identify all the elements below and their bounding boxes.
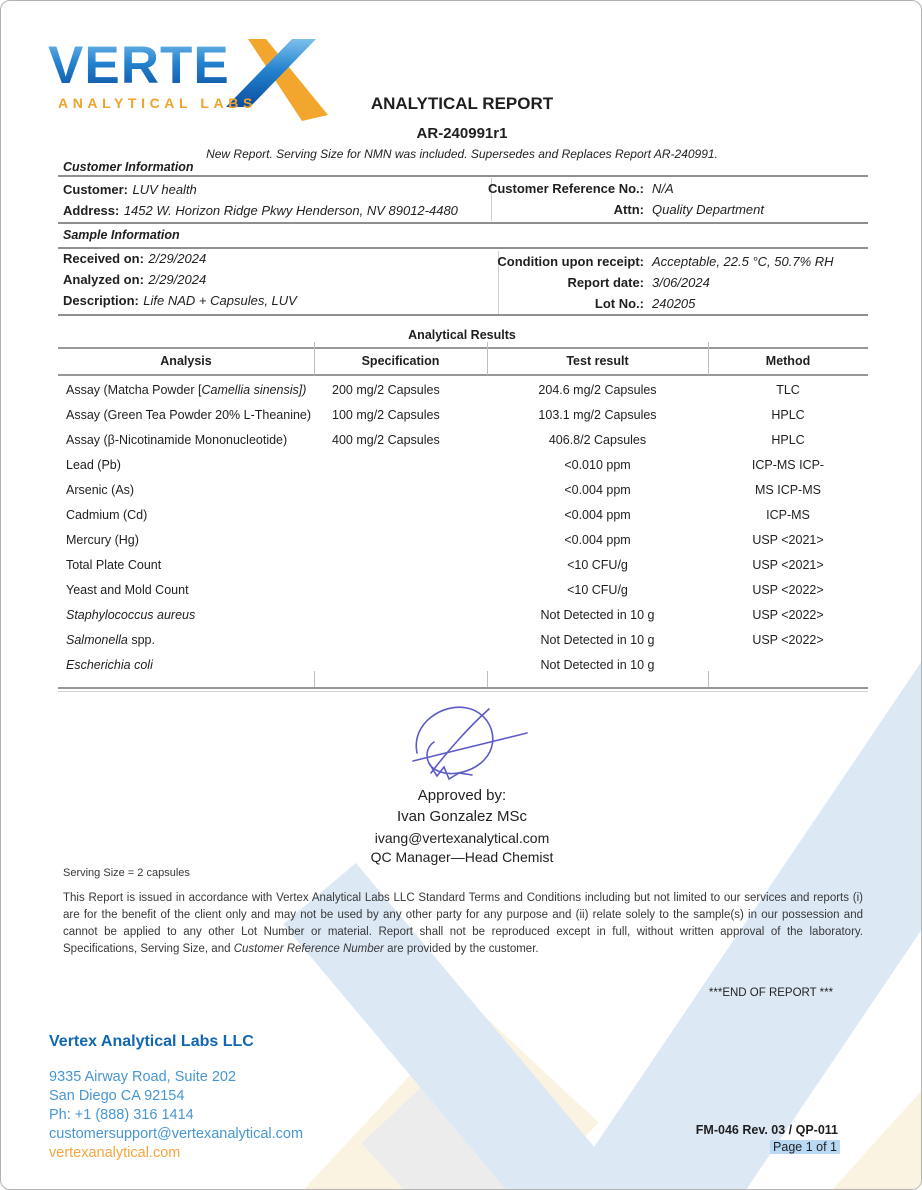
cell-analysis: Cadmium (Cd) [66, 507, 148, 522]
footer-email: customersupport@vertexanalytical.com [49, 1126, 304, 1142]
legal-text-prefix: This Report is issued in accordance with Vertex Analytical Labs LLC Standard Terms and Conditions including but not limited to our services and reports (i) are for the benefit of the client only and may not be used by any other party for any purpose and (ii) relate solely to the sample(s) in our possession and cannot be applied to any other Lot Number or material. Report shall not be reproduced except in full, without written approval of the laboratory. Specifications, Serving Size, and [63, 892, 863, 955]
cell-analysis: Salmonella spp. [66, 632, 155, 647]
legal-text-suffix: are provided by the customer. [383, 943, 539, 955]
cell-test-result: Not Detected in 10 g [540, 632, 655, 647]
page-title: ANALYTICAL REPORT [370, 94, 554, 113]
cell-test-result: <10 CFU/g [567, 582, 628, 597]
cell-analysis: Escherichia coli [66, 657, 153, 672]
column-header-test-result: Test result [566, 354, 629, 368]
cell-method: USP <2022> [752, 607, 824, 622]
logo-subtitle: ANALYTICAL LABS [58, 95, 257, 111]
customer-ref-value: N/A [652, 181, 674, 196]
cell-method: HPLC [771, 407, 805, 422]
table-row [58, 527, 868, 552]
address-row [63, 202, 458, 220]
table-row [58, 602, 868, 627]
received-row [63, 250, 206, 268]
divider [58, 314, 868, 316]
serving-size-note: Serving Size = 2 capsules [63, 867, 190, 879]
cell-test-result: 103.1 mg/2 Capsules [538, 407, 657, 422]
lot-label: Lot No.: [594, 296, 644, 311]
attn-label: Attn: [613, 202, 644, 217]
footer-address2: San Diego CA 92154 [49, 1088, 185, 1104]
received-label: Received on: [63, 251, 144, 266]
cell-test-result: 204.6 mg/2 Capsules [538, 382, 657, 397]
table-row [58, 377, 868, 402]
cell-test-result: Not Detected in 10 g [540, 657, 655, 672]
divider [58, 691, 868, 692]
address-value: 1452 W. Horizon Ridge Pkwy Henderson, NV 89012-4480 [123, 203, 458, 218]
results-table-header [58, 348, 868, 374]
table-row [58, 552, 868, 577]
cell-method: USP <2021> [752, 557, 824, 572]
page-number-badge: Page 1 of 1 [770, 1140, 840, 1154]
table-row [58, 652, 868, 677]
cell-analysis: Lead (Pb) [66, 457, 121, 472]
cell-analysis: Assay (Green Tea Powder 20% L-Theanine) [66, 407, 312, 422]
table-row [58, 577, 868, 602]
footer-address1: 9335 Airway Road, Suite 202 [49, 1069, 237, 1085]
cell-method: USP <2021> [752, 532, 824, 547]
cell-test-result: <10 CFU/g [567, 557, 628, 572]
logo-wordmark: VERTE [48, 36, 230, 95]
cell-test-result: <0.010 ppm [564, 457, 631, 472]
signature-scribble [399, 699, 534, 791]
customer-value: LUV health [132, 182, 197, 197]
approver-name: Ivan Gonzalez MSc [396, 808, 528, 825]
address-label: Address: [63, 203, 120, 218]
footer-website: vertexanalytical.com [49, 1145, 181, 1161]
received-value: 2/29/2024 [148, 251, 207, 266]
approver-email: ivang@vertexanalytical.com [374, 830, 550, 846]
cell-test-result: Not Detected in 10 g [540, 607, 655, 622]
sample-info-heading: Sample Information [63, 228, 180, 242]
report-date-value: 3/06/2024 [652, 275, 710, 290]
table-row [58, 402, 868, 427]
table-row [58, 427, 868, 452]
divider [58, 247, 868, 249]
attn-value: Quality Department [652, 202, 764, 217]
analyzed-value: 2/29/2024 [148, 272, 207, 287]
analyzed-label: Analyzed on: [63, 272, 144, 287]
lot-value: 240205 [652, 296, 696, 311]
cell-test-result: 406.8/2 Capsules [548, 432, 647, 447]
description-label: Description: [63, 293, 139, 308]
cell-method: HPLC [771, 432, 805, 447]
divider [58, 175, 868, 177]
cell-specification: 400 mg/2 Capsules [332, 432, 440, 447]
results-rows [58, 377, 868, 677]
customer-ref-label: Customer Reference No.: [487, 181, 644, 196]
divider [58, 222, 868, 224]
report-number: AR-240991r1 [416, 125, 508, 142]
legal-paragraph [63, 890, 863, 958]
revision-note: New Report. Serving Size for NMN was included. Supersedes and Replaces Report AR-240991. [206, 147, 718, 161]
condition-value: Acceptable, 22.5 °C, 50.7% RH [652, 254, 834, 269]
cell-specification: 200 mg/2 Capsules [332, 382, 440, 397]
cell-method: TLC [776, 382, 800, 397]
cell-test-result: <0.004 ppm [564, 507, 631, 522]
form-number: FM-046 Rev. 03 / QP-011 [695, 1123, 838, 1137]
cell-analysis: Assay (Matcha Powder [Camellia sinensis]) [66, 382, 307, 397]
cell-analysis: Staphylococcus aureus [66, 607, 196, 622]
table-row [58, 502, 868, 527]
table-row [58, 477, 868, 502]
customer-label: Customer: [63, 182, 129, 197]
cell-method: ICP-MS ICP- [751, 457, 825, 472]
cell-analysis: Arsenic (As) [66, 482, 135, 497]
cell-method: ICP-MS [766, 507, 810, 522]
customer-info-heading: Customer Information [63, 160, 194, 174]
approved-by-label: Approved by: [417, 787, 507, 804]
cell-test-result: <0.004 ppm [564, 482, 631, 497]
approver-role: QC Manager—Head Chemist [370, 849, 554, 865]
description-value: Life NAD + Capsules, LUV [143, 293, 297, 308]
analyzed-row [63, 271, 206, 289]
footer-company: Vertex Analytical Labs LLC [49, 1033, 254, 1050]
cell-test-result: <0.004 ppm [564, 532, 631, 547]
cell-analysis: Mercury (Hg) [66, 532, 139, 547]
customer-row [63, 181, 197, 199]
column-header-specification: Specification [361, 354, 440, 368]
table-row [58, 452, 868, 477]
column-header-analysis: Analysis [160, 354, 212, 368]
condition-label: Condition upon receipt: [497, 254, 644, 269]
cell-analysis: Total Plate Count [66, 557, 162, 572]
divider [58, 687, 868, 689]
end-of-report: ***END OF REPORT *** [708, 987, 834, 999]
column-header-method: Method [765, 354, 811, 368]
cell-method: USP <2022> [752, 632, 824, 647]
table-row [58, 627, 868, 652]
cell-method: MS ICP-MS [755, 482, 821, 497]
report-date-label: Report date: [567, 275, 644, 290]
cell-analysis: Assay (β-Nicotinamide Mononucleotide) [66, 432, 288, 447]
footer-phone: Ph: +1 (888) 316 1414 [49, 1107, 194, 1123]
description-row [63, 292, 297, 310]
cell-specification: 100 mg/2 Capsules [332, 407, 440, 422]
divider [58, 374, 868, 376]
results-title: Analytical Results [408, 328, 516, 342]
legal-text-italic: Customer Reference Number [233, 943, 384, 955]
cell-analysis: Yeast and Mold Count [66, 582, 189, 597]
cell-method: USP <2022> [752, 582, 824, 597]
page-number-container [601, 1138, 840, 1156]
